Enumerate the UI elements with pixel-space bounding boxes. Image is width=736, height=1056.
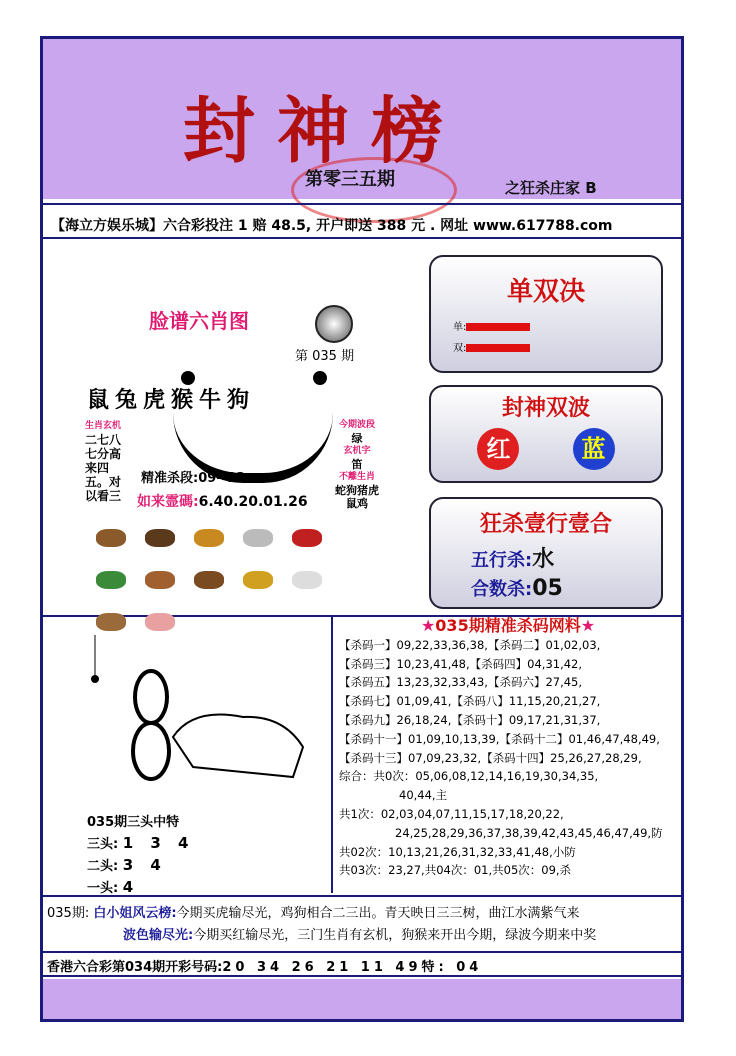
right-value: 蛇狗猪虎鼠鸡 <box>335 484 379 510</box>
animal-icon <box>96 529 126 547</box>
kill-list-line: 【杀码十一】01,09,10,13,39,【杀码十二】01,46,47,48,49, <box>339 731 660 746</box>
draw-label: 香港六合彩第034期开彩号码: <box>47 960 223 975</box>
footer-text: 今期买虎输尽光，鸡狗相合二三出。青天映日三三树，曲江水满紫气来 <box>176 906 580 921</box>
left-text: 二七八七分高来四五。对以看三 <box>85 433 122 503</box>
animal-icon <box>194 571 224 589</box>
even-bar <box>466 344 530 352</box>
kill-list <box>339 617 677 880</box>
lock-icon <box>315 305 353 343</box>
heads-row2 <box>87 855 195 877</box>
odd-label: 单: <box>453 322 467 333</box>
even-row <box>453 339 661 354</box>
kill-code <box>137 491 308 511</box>
even-label: 双: <box>453 343 467 354</box>
heads-value: 4 <box>122 878 140 896</box>
issue-label: 第零三五期 <box>305 169 395 190</box>
element-panel <box>429 497 663 609</box>
wuxing-row <box>471 542 661 573</box>
heads-box <box>87 813 195 899</box>
double-wave-panel <box>429 385 663 483</box>
title-band <box>43 39 681 199</box>
kill-list-line: 【杀码九】26,18,24,【杀码十】09,17,21,31,37, <box>339 712 601 727</box>
left-tag: 生肖玄机 <box>85 421 122 431</box>
right-tag: 玄机字 <box>343 446 371 456</box>
bottom-band <box>43 979 681 1019</box>
kill-list-line: 【杀码五】13,23,32,33,43,【杀码六】27,45, <box>339 675 583 690</box>
riddle-drawing <box>43 617 323 807</box>
kill-list-line: 【杀码七】01,09,41,【杀码八】11,15,20,21,27, <box>339 694 601 709</box>
wuxing-label: 五行杀: <box>471 550 533 571</box>
star-icon: ★ <box>580 616 596 635</box>
blue-ball: 蓝 <box>573 428 615 470</box>
right-tag: 今期波段 <box>338 420 375 430</box>
heshu-value: 05 <box>532 576 563 601</box>
middle-section <box>43 243 681 617</box>
face-chart-title: 脸谱六肖图 <box>149 309 249 333</box>
kill-list-line: 共02次：10,13,21,26,31,32,33,41,48,小防 <box>339 844 576 859</box>
heshu-row <box>471 575 661 601</box>
bottom-section <box>43 616 681 896</box>
heads-title: 035期三头中特 <box>87 815 180 830</box>
face-issue: 第 035 期 <box>295 349 355 364</box>
kill-list-lines <box>339 636 677 880</box>
kill-list-line: 【杀码三】10,23,41,48,【杀码四】04,31,42, <box>339 656 583 671</box>
kill-list-line: 40,44,主 <box>399 788 448 803</box>
right-value: 绿 <box>351 432 363 445</box>
animal-icon <box>292 529 322 547</box>
heads-label: 三头: <box>87 837 119 852</box>
subtitle: 之狂杀庄家 B <box>505 179 597 197</box>
page-title: 封神榜 <box>183 88 466 173</box>
left-hint <box>85 419 131 503</box>
footer-line-1 <box>47 903 681 925</box>
kill-list-title-text: 035期精准杀码网料 <box>435 616 581 635</box>
wuxing-value: 水 <box>532 547 555 572</box>
kill-list-line: 综合：共0次：05,06,08,12,14,16,19,30,34,35, <box>339 769 599 784</box>
heshu-label: 合数杀: <box>471 579 533 600</box>
zodiac-list: 鼠兔虎猴牛狗 <box>87 388 256 413</box>
kill-code-label: 如来霊碼: <box>137 494 199 510</box>
odd-bar <box>466 323 530 331</box>
draw-result <box>43 953 681 977</box>
odd-even-panel <box>429 255 663 373</box>
right-tag: 不離生肖 <box>338 472 375 482</box>
double-wave-title: 封神双波 <box>501 396 590 421</box>
footer-hints <box>43 895 681 953</box>
footer-issue: 035期: <box>47 906 90 921</box>
kill-list-line: 【杀码一】09,22,33,36,38,【杀码二】01,02,03, <box>339 637 601 652</box>
odd-even-title: 单双决 <box>506 277 585 307</box>
kill-list-title <box>339 617 677 636</box>
right-hint <box>335 419 379 510</box>
heads-value: 1 3 4 <box>122 834 195 852</box>
footer-label: 波色输尽光: <box>123 928 194 943</box>
poster-frame <box>40 36 684 1022</box>
animal-icon <box>243 529 273 547</box>
animal-icon <box>194 529 224 547</box>
eye-icon <box>313 371 327 385</box>
wave-balls <box>431 428 661 470</box>
heads-value: 3 4 <box>122 856 167 874</box>
kill-list-line: 共03次：23,27,共04次：01,共05次：09,杀 <box>339 863 572 878</box>
heads-row3 <box>87 833 195 855</box>
star-icon: ★ <box>420 616 436 635</box>
kill-code-value: 6.40.20.01.26 <box>198 494 308 510</box>
footer-line-2 <box>47 925 681 947</box>
footer-text: 今期买红输尽光，三门生肖有玄机，狗猴来开出今期，绿波今期来中奖 <box>193 928 597 943</box>
heads-label: 二头: <box>87 859 119 874</box>
kill-list-line: 共1次：02,03,04,07,11,15,17,18,20,22, <box>339 806 564 821</box>
right-value: 笛 <box>351 458 363 471</box>
kill-list-line: 【杀码十三】07,09,23,32,【杀码十四】25,26,27,28,29, <box>339 750 642 765</box>
red-ball: 红 <box>477 428 519 470</box>
animal-icon <box>145 571 175 589</box>
kill-list-line: 24,25,28,29,36,37,38,39,42,43,45,46,47,49,防 <box>395 825 663 840</box>
animal-icon <box>292 571 322 589</box>
draw-numbers: 20 34 26 21 11 49特: 04 <box>222 960 483 975</box>
ad-banner: 【海立方娱乐城】六合彩投注 1 赔 48.5, 开户即送 388 元 . 网址 www.617788.com <box>43 203 681 239</box>
odd-row <box>453 318 661 333</box>
heads-label: 一头: <box>87 881 119 896</box>
animal-icon <box>145 529 175 547</box>
footer-label: 白小姐风云榜: <box>93 906 177 921</box>
kill-segment: 精准杀段:09--13 <box>141 471 246 486</box>
element-title: 狂杀壹行壹合 <box>479 512 612 537</box>
animal-icon <box>243 571 273 589</box>
riddle-art <box>43 617 333 896</box>
animal-icon <box>96 571 126 589</box>
